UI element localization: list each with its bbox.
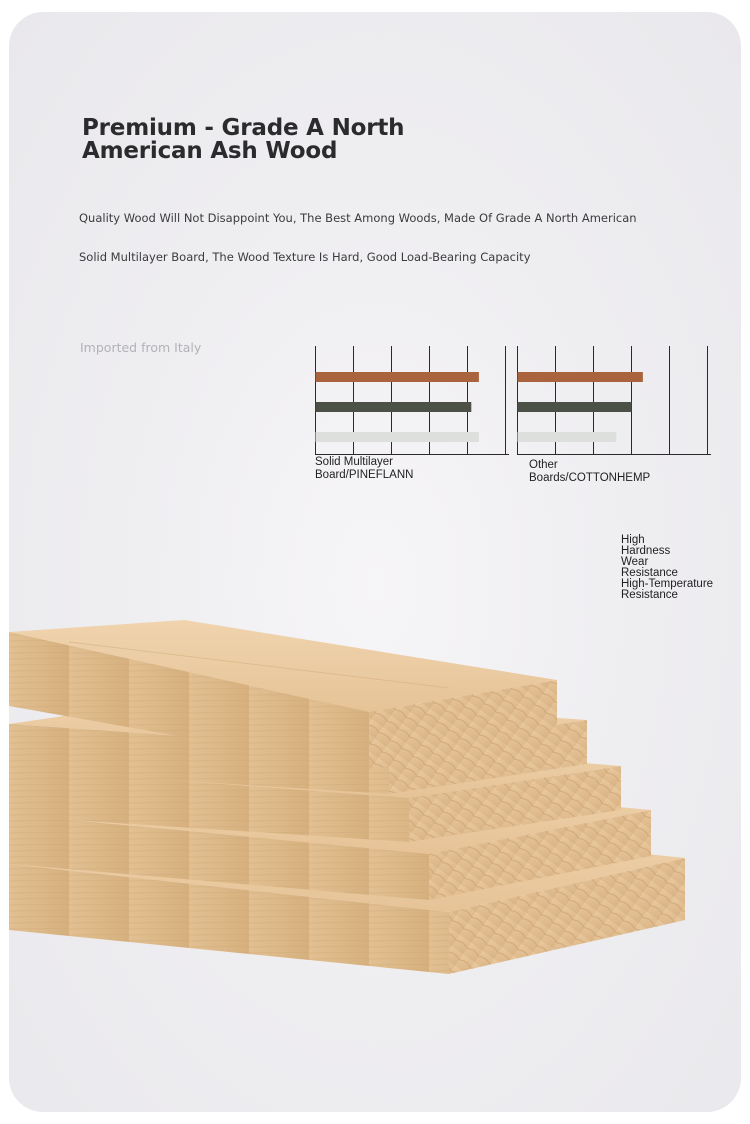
chart-label-cottonhemp <box>529 459 650 484</box>
description-line-2: Solid Multilayer Board, The Wood Texture Is Hard, Good Load-Bearing Capacity <box>79 250 531 264</box>
chart-label-pineflann-line-2: Board/PINEFLANN <box>315 468 414 481</box>
bar-temperature <box>316 432 479 442</box>
product-card <box>9 12 741 1112</box>
bar-wear <box>316 402 472 412</box>
legend-hardness-line-2: Hardness <box>621 545 671 557</box>
legend-temperature-line-1: High-Temperature <box>621 578 714 590</box>
legend-hardness-line-1: High <box>621 534 645 546</box>
legend-wear-line-2: Resistance <box>621 567 678 579</box>
chart-legend <box>621 535 713 601</box>
chart-label-cottonhemp-line-1: Other <box>529 459 558 471</box>
legend-wear-line-1: Wear <box>621 556 649 568</box>
comparison-chart-pineflann <box>315 346 509 458</box>
bar-hardness <box>518 372 643 382</box>
title-line-1: Premium - Grade A North <box>82 115 405 141</box>
title-line-2: American Ash Wood <box>82 138 338 164</box>
bar-hardness <box>316 372 479 382</box>
chart-label-pineflann-line-1: Solid Multilayer <box>315 456 393 468</box>
bar-temperature <box>518 432 617 442</box>
wood-boards-image <box>9 602 741 1112</box>
legend-temperature-line-2: Resistance <box>621 589 678 601</box>
product-title <box>82 117 412 163</box>
bar-wear <box>518 402 632 412</box>
imported-label: Imported from Italy <box>80 340 202 355</box>
description-line-1: Quality Wood Will Not Disappoint You, The Best Among Woods, Made Of Grade A North American <box>79 211 637 225</box>
chart-label-pineflann <box>315 456 413 481</box>
comparison-chart-cottonhemp <box>517 346 711 458</box>
chart-label-cottonhemp-line-2: Boards/COTTONHEMP <box>529 471 651 484</box>
